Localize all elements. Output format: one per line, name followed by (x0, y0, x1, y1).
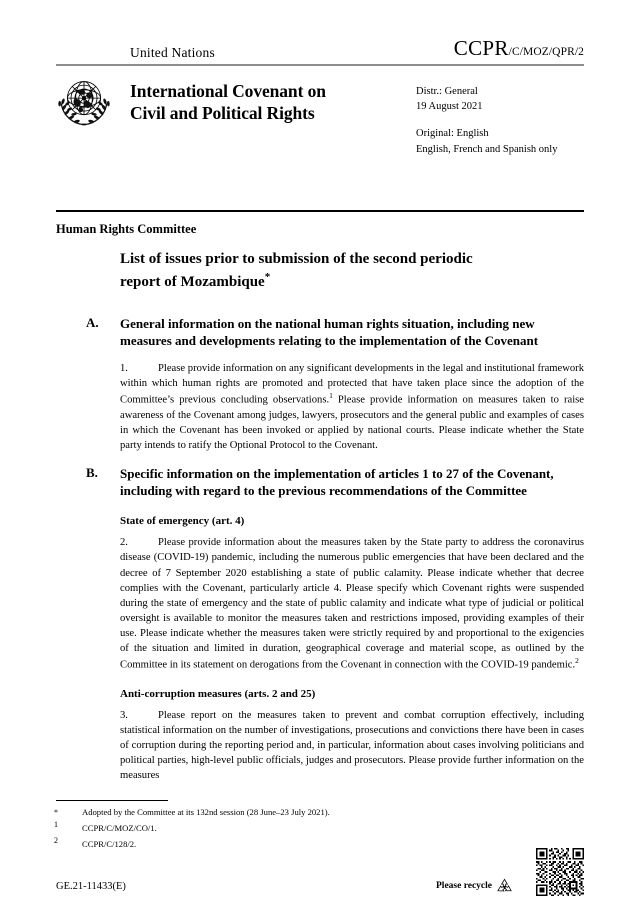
masthead-top-row (56, 36, 584, 64)
paragraph-2-text-a: Please provide information about the measures taken by the State party to address the coronavirus disease (COVID-19) pandemic, including the numerous public emergencies that have been declared and the decree of 7 September 2020 establishing a state of public calamity. Please indicate whether that decree complies with the Covenant, particularly article 4. Please specify which Covenant rights were suspended during the state of emergency and the state of public calamity and indicate what type of judicial or political oversight is available to monitor the measures taken and restrictions imposed, providing examples of their use. Please indicate whether the measures taken were strictly required by and proportional to the exigencies of the situation and limited in duration, geographical coverage and material scope, as outlined by the Committee in its statement on derogations from the Covenant in connection with the COVID-19 pandemic. (120, 537, 584, 671)
document-symbol-suffix: /C/MOZ/QPR/2 (508, 46, 584, 58)
footnote-2-marker: 2 (54, 835, 58, 845)
job-number: GE.21-11433(E) (56, 880, 126, 892)
paragraph-3-number: 3. (120, 710, 128, 722)
document-body (56, 250, 584, 795)
footnote-1-marker: 1 (54, 820, 58, 829)
paragraph-3-text: Please report on the measures taken to prevent and combat corruption effectively, including statistical information on the number of investigations, prosecutions and convictions there have been in cases of corruption during the reporting period and, in particular, information about cases involving politicians and political parties, high-level public officials, judges and prosecutors. Please provide further information on the measures (120, 710, 584, 782)
footnote-2 (54, 835, 584, 851)
footnote-asterisk-text: Adopted by the Committee at its 132nd session (28 June–23 July 2021). (82, 807, 330, 817)
section-divider (56, 210, 584, 212)
masthead-body-row (56, 74, 584, 157)
footnote-ref-1: 1 (329, 391, 333, 401)
paragraph-3 (120, 708, 584, 783)
organization-name: United Nations (130, 45, 215, 60)
title-footnote-marker: * (264, 270, 271, 283)
covenant-title-line-1: International Covenant on (130, 81, 326, 101)
page-title-line-1: List of issues prior to submission of the second periodic (120, 251, 473, 267)
subheading-anti-corruption: Anti-corruption measures (arts. 2 and 25) (120, 688, 316, 701)
distribution-label: Distr.: General (416, 86, 478, 97)
footnote-1 (54, 819, 584, 835)
page-title-line-2: report of Mozambique (120, 273, 265, 290)
subheading-state-of-emergency: State of emergency (art. 4) (120, 515, 245, 528)
page-title (120, 250, 584, 293)
masthead-divider (56, 64, 584, 66)
section-a (86, 315, 584, 350)
committee-name: Human Rights Committee (56, 222, 197, 236)
paragraph-2-number: 2. (120, 537, 128, 549)
recycle-label: Please recycle (436, 881, 492, 891)
qr-code (536, 848, 584, 896)
document-symbol-main: CCPR (453, 36, 509, 60)
document-symbol (454, 36, 584, 61)
distribution-spacer (416, 114, 584, 126)
emblem-container (56, 74, 130, 128)
covenant-title (130, 74, 416, 125)
section-a-title: General information on the national human rights situation, including new measures and developments relating to the implementation of the Covenant (120, 315, 539, 348)
footnote-asterisk-marker: * (54, 808, 58, 817)
recycle-notice (436, 877, 514, 896)
footnote-ref-2: 2 (575, 655, 579, 665)
available-languages: English, French and Spanish only (416, 143, 558, 155)
paragraph-2 (120, 535, 584, 672)
footnote-2-text: CCPR/C/128/2. (82, 838, 137, 849)
document-date: 19 August 2021 (416, 101, 483, 113)
distribution-block (416, 74, 584, 157)
paragraph-1-text-b: Please provide information on measures taken to raise awareness of the Covenant among judges, lawyers, prosecutors and the general public and examples of cases in which the Covenant has been invoked or applied by national courts. Please indicate whether the State party intends to ratify the Optional Protocol to the Covenant. (120, 394, 584, 451)
masthead (56, 36, 584, 157)
un-emblem (56, 76, 112, 128)
footnotes-block (56, 800, 584, 851)
recycle-icon (495, 877, 514, 896)
footnote-1-text: CCPR/C/MOZ/CO/1. (82, 822, 157, 833)
section-b-letter: B. (86, 464, 98, 480)
section-b-title: Specific information on the implementation of articles 1 to 27 of the Covenant, including with regard to the previous recommendations of the Committee (120, 465, 554, 499)
section-b (86, 465, 584, 500)
covenant-title-line-2: Civil and Political Rights (130, 103, 315, 124)
paragraph-1 (120, 361, 584, 453)
footnote-separator (56, 800, 168, 801)
section-a-letter: A. (86, 314, 99, 330)
page-footer (56, 862, 584, 905)
original-language: Original: English (416, 128, 489, 140)
paragraph-1-number: 1. (120, 363, 128, 375)
footnote-asterisk (54, 806, 584, 819)
paragraph-1-text-a: Please provide information on any significant developments in the legal and institutional framework within which human rights are promoted and protected that have taken place since the adoption of the Committee’s previous concluding observations. (120, 363, 584, 406)
